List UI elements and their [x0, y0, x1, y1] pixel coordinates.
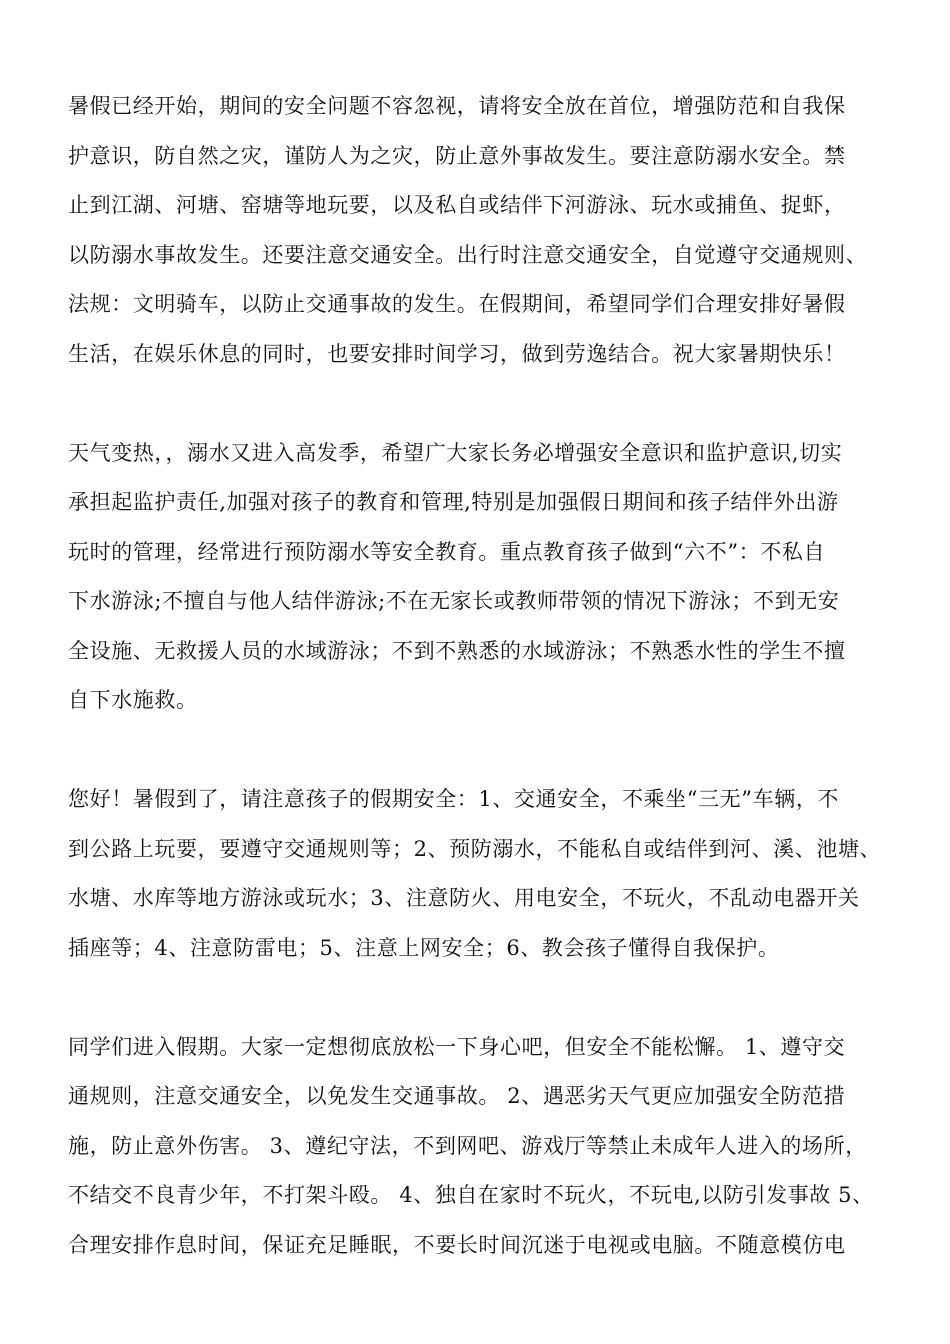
paragraph-student-rules: 同学们进入假期。大家一定想彻底放松一下身心吧，但安全不能松懈。 1、遵守交 通规则，注意交通安全，以免发生交通事故。 2、遇恶劣天气更应加强安全防范措 施，防止意外伤害。 3、遵纪守法，不到网吧、游戏厅等禁止未成年人进入的场所， 不结交不良青少年，不打架斗殴。 4、独自在家时不玩火，不玩电,以防引发事故 5、 合理安排作息时间，保证充足睡眠，不要长时间沉迷于电视或电脑。不随意模仿电: [68, 1034, 874, 1257]
paragraph-spacer: [68, 726, 886, 776]
document-page: [68, 82, 886, 1270]
paragraph-spacer: [68, 379, 886, 429]
paragraph-drowning-prevention: 天气变热，，溺水又进入高发季，希望广大家长务必增强安全意识和监护意识,切实 承担起监护责任,加强对孩子的教育和管理,特别是加强假日期间和孩子结伴外出游 玩时的管理，经常进行预防溺水等安全教育。重点教育孩子做到“六不”：不私自 下水游泳;不擅自与他人结伴游泳;不在无家长或教师带领的情况下游泳；不到无安 全设施、无救援人员的水域游泳；不到不熟悉的水域游泳；不熟悉水性的学生不擅 自下水施救。: [68, 440, 846, 712]
paragraph-parent-notice: 您好！暑假到了，请注意孩子的假期安全：1、交通安全，不乘坐“三无”车辆，不 到公路上玩要，要遵守交通规则等；2、预防溺水，不能私自或结伴到河、溪、池塘、 水塘、水库等地方游泳或玩水；3、注意防火、用电安全，不玩火，不乱动电器开关 插座等；4、注意防雷电；5、注意上网安全；6、教会孩子懂得自我保护。: [68, 787, 882, 960]
paragraph-summer-safety: 暑假已经开始，期间的安全问题不容忽视，请将安全放在首位，增强防范和自我保 护意识，防自然之灾，谨防人为之灾，防止意外事故发生。要注意防溺水安全。禁 止到江湖、河塘、窑塘等地玩要，以及私自或结伴下河游泳、玩水或捕鱼、捉虾， 以防溺水事故发生。还要注意交通安全。出行时注意交通安全，自觉遵守交通规则、 法规：文明骑车，以防止交通事故的发生。在假期间，希望同学们合理安排好暑假 生活，在娱乐休息的同时，也要安排时间学习，做到劳逸结合。祝大家暑期快乐！: [68, 94, 868, 366]
paragraph-spacer: [68, 973, 886, 1023]
